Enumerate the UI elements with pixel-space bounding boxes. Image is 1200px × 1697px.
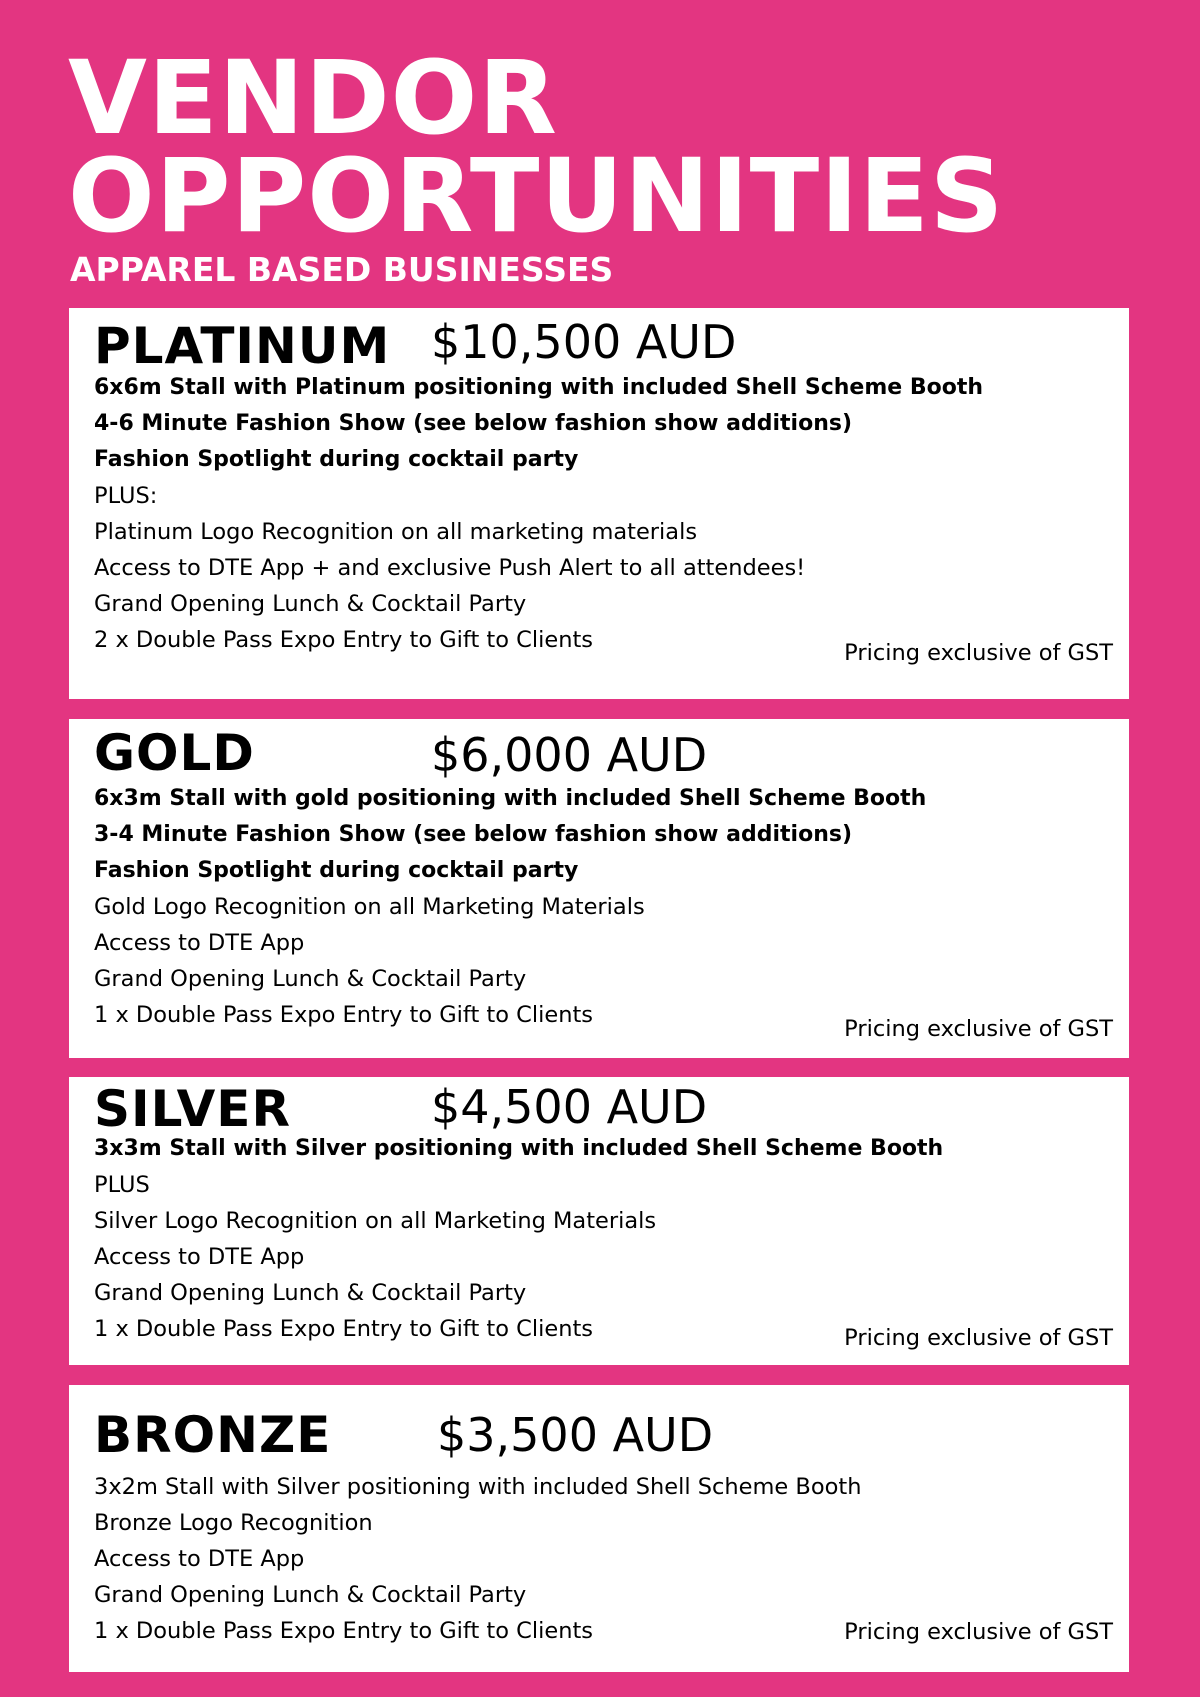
title-line-2: OPPORTUNITIES: [68, 137, 1005, 256]
benefit-line: 3x2m Stall with Silver positioning with included Shell Scheme Booth: [94, 1474, 862, 1500]
benefit-line: Grand Opening Lunch & Cocktail Party: [94, 966, 527, 992]
benefit-line: 1 x Double Pass Expo Entry to Gift to Clients: [94, 1618, 594, 1644]
pricing-note: Pricing exclusive of GST: [844, 1325, 1113, 1351]
tier-price: $6,000 AUD: [431, 728, 708, 782]
pricing-note: Pricing exclusive of GST: [844, 640, 1113, 666]
tier-price: $4,500 AUD: [431, 1080, 708, 1134]
benefit-line: Platinum Logo Recognition on all marketing materials: [94, 519, 698, 545]
benefit-line: Gold Logo Recognition on all Marketing Materials: [94, 894, 645, 920]
page-subtitle: APPAREL BASED BUSINESSES: [70, 250, 614, 289]
tier-card-platinum: [69, 308, 1129, 699]
tier-card-silver: [69, 1077, 1129, 1365]
benefit-line: Bronze Logo Recognition: [94, 1510, 373, 1536]
benefit-line: Access to DTE App: [94, 1546, 305, 1572]
benefit-line: PLUS: [94, 1172, 150, 1198]
page-title: [68, 39, 1005, 256]
tier-card-bronze: [69, 1385, 1129, 1672]
tier-price: $10,500 AUD: [431, 315, 737, 369]
benefit-line: Fashion Spotlight during cocktail party: [94, 858, 579, 883]
title-line-1: VENDOR: [68, 39, 558, 158]
tier-name: BRONZE: [94, 1406, 332, 1464]
benefit-line: PLUS:: [94, 483, 158, 509]
benefit-line: Grand Opening Lunch & Cocktail Party: [94, 1280, 527, 1306]
tier-card-gold: [69, 719, 1129, 1058]
benefit-line: Grand Opening Lunch & Cocktail Party: [94, 1582, 527, 1608]
benefit-line: Access to DTE App + and exclusive Push Alert to all attendees!: [94, 555, 806, 581]
pricing-note: Pricing exclusive of GST: [844, 1016, 1113, 1042]
benefit-line: Grand Opening Lunch & Cocktail Party: [94, 591, 527, 617]
benefit-line: Access to DTE App: [94, 1244, 305, 1270]
benefit-line: Access to DTE App: [94, 930, 305, 956]
tier-name: GOLD: [94, 724, 255, 782]
pricing-note: Pricing exclusive of GST: [844, 1619, 1113, 1645]
benefit-line: Silver Logo Recognition on all Marketing Materials: [94, 1208, 657, 1234]
benefit-line: 2 x Double Pass Expo Entry to Gift to Clients: [94, 627, 594, 653]
benefit-line: 6x3m Stall with gold positioning with included Shell Scheme Booth: [94, 786, 927, 811]
benefit-line: 3-4 Minute Fashion Show (see below fashion show additions): [94, 822, 853, 847]
tier-name: SILVER: [94, 1080, 291, 1138]
tier-price: $3,500 AUD: [437, 1408, 714, 1462]
benefit-line: Fashion Spotlight during cocktail party: [94, 447, 579, 472]
benefit-line: 3x3m Stall with Silver positioning with included Shell Scheme Booth: [94, 1136, 944, 1161]
benefit-line: 1 x Double Pass Expo Entry to Gift to Clients: [94, 1002, 594, 1028]
benefit-line: 4-6 Minute Fashion Show (see below fashion show additions): [94, 411, 853, 436]
benefit-line: 1 x Double Pass Expo Entry to Gift to Clients: [94, 1316, 594, 1342]
benefit-line: 6x6m Stall with Platinum positioning with included Shell Scheme Booth: [94, 375, 984, 400]
tier-name: PLATINUM: [94, 317, 391, 375]
